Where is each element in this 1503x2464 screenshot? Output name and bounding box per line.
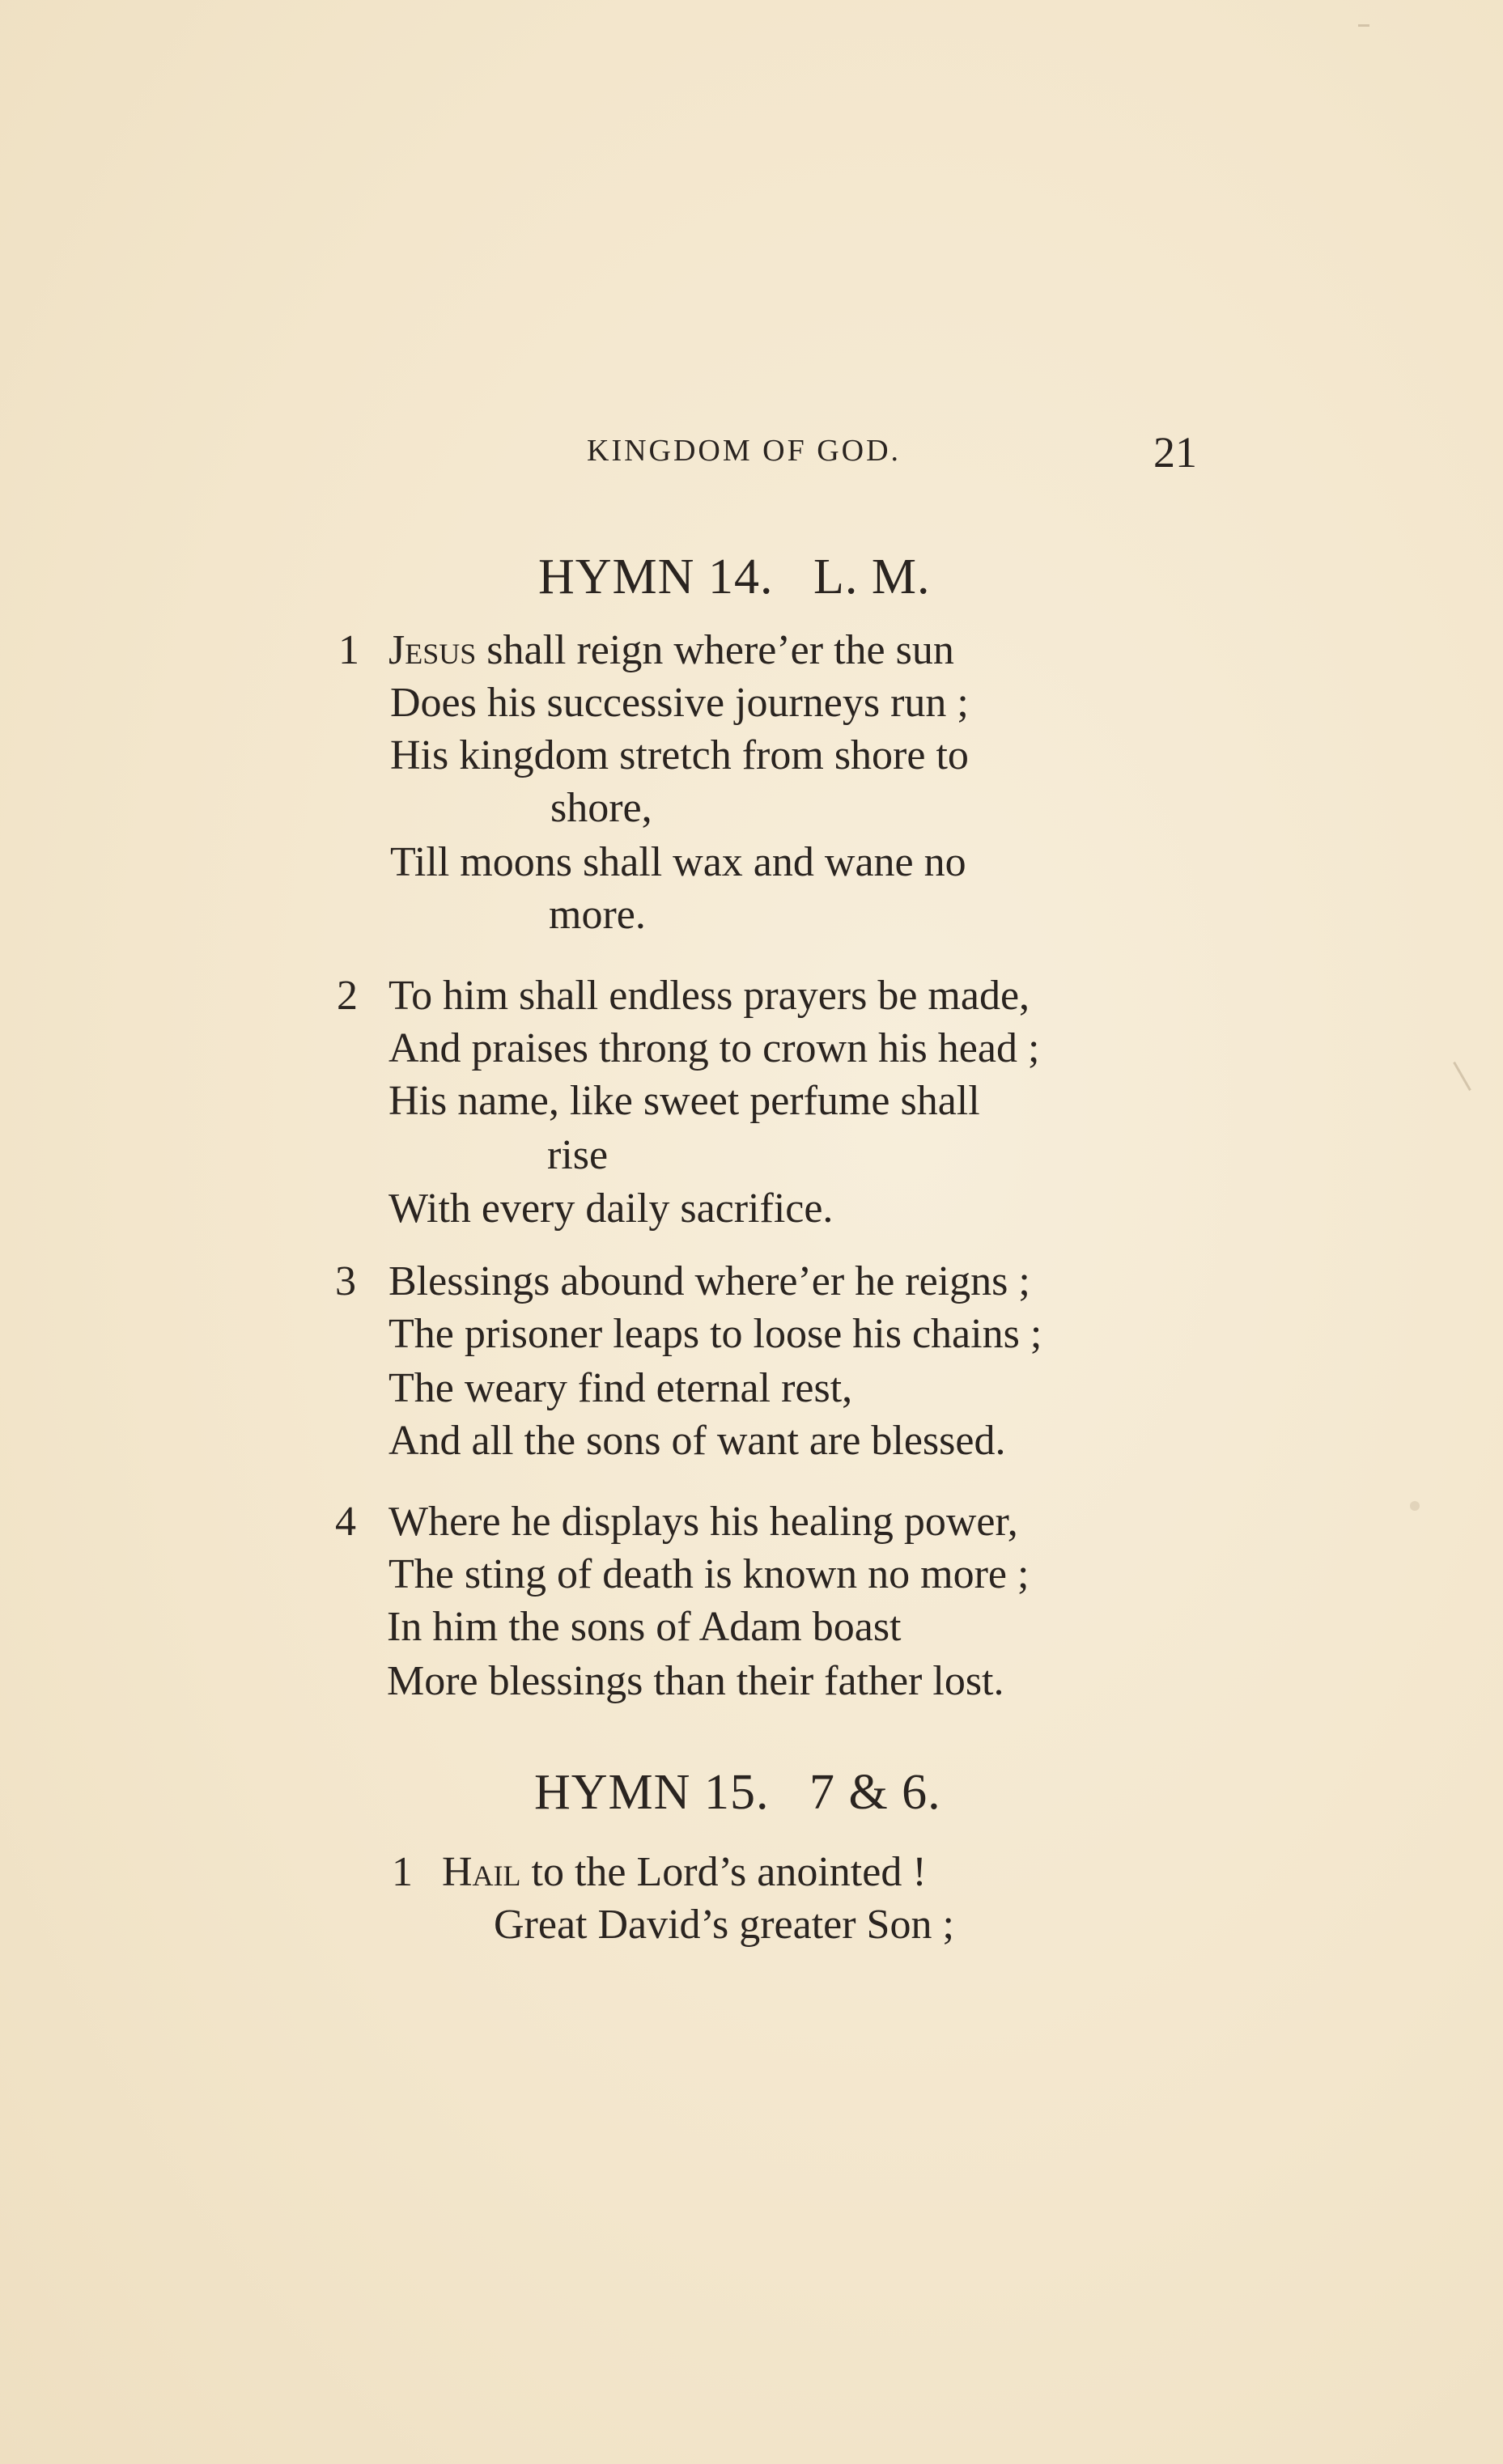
verse-number: 2 <box>337 973 358 1019</box>
verse-first-word: Jesus <box>388 627 477 673</box>
verse-line: And praises throng to crown his head ; <box>388 1025 1040 1071</box>
paper-speck <box>1453 1062 1471 1091</box>
verse-line-continuation: rise <box>547 1132 609 1178</box>
verse-first-line-rest: to the Lord’s anointed ! <box>520 1849 927 1895</box>
verse-number: 3 <box>335 1258 356 1304</box>
paper-speck <box>1358 24 1369 27</box>
verse-line-continuation: shore, <box>550 785 652 831</box>
verse-line: In him the sons of Adam boast <box>387 1604 902 1650</box>
verse-line: The weary find eternal rest, <box>388 1365 853 1411</box>
verse-first-word: Hail <box>442 1849 521 1895</box>
verse-line: Great David’s greater Son ; <box>494 1902 954 1948</box>
verse-number: 4 <box>335 1499 356 1545</box>
page-number: 21 <box>1153 428 1197 477</box>
hymn-14-title: HYMN 14. L. M. <box>538 549 931 604</box>
verse-line-continuation: more. <box>549 892 646 938</box>
verse-line: To him shall endless prayers be made, <box>388 973 1030 1019</box>
verse-first-line-rest: shall reign where’er the sun <box>476 627 954 673</box>
verse-line: Till moons shall wax and wane no <box>390 839 966 885</box>
verse-line: Blessings abound where’er he reigns ; <box>388 1258 1030 1304</box>
verse-line: And all the sons of want are blessed. <box>388 1418 1006 1464</box>
verse-number: 1 <box>338 627 359 673</box>
verse-line <box>442 1851 927 1894</box>
verse-line: With every daily sacrifice. <box>388 1185 834 1232</box>
verse-line: The prisoner leaps to loose his chains ; <box>388 1311 1042 1357</box>
running-head: KINGDOM OF GOD. <box>587 434 902 468</box>
verse-line: Does his successive journeys run ; <box>390 680 969 726</box>
verse-line: The sting of death is known no more ; <box>388 1551 1030 1597</box>
verse-line <box>388 627 954 673</box>
verse-number: 1 <box>392 1849 413 1895</box>
verse-line: More blessings than their father lost. <box>387 1658 1004 1704</box>
verse-line: His kingdom stretch from shore to <box>390 732 969 778</box>
verse-line: Where he displays his healing power, <box>388 1499 1018 1545</box>
verse-line: His name, like sweet perfume shall <box>388 1078 980 1124</box>
paper-speck <box>1410 1501 1420 1511</box>
hymn-15-title: HYMN 15. 7 & 6. <box>534 1765 941 1820</box>
